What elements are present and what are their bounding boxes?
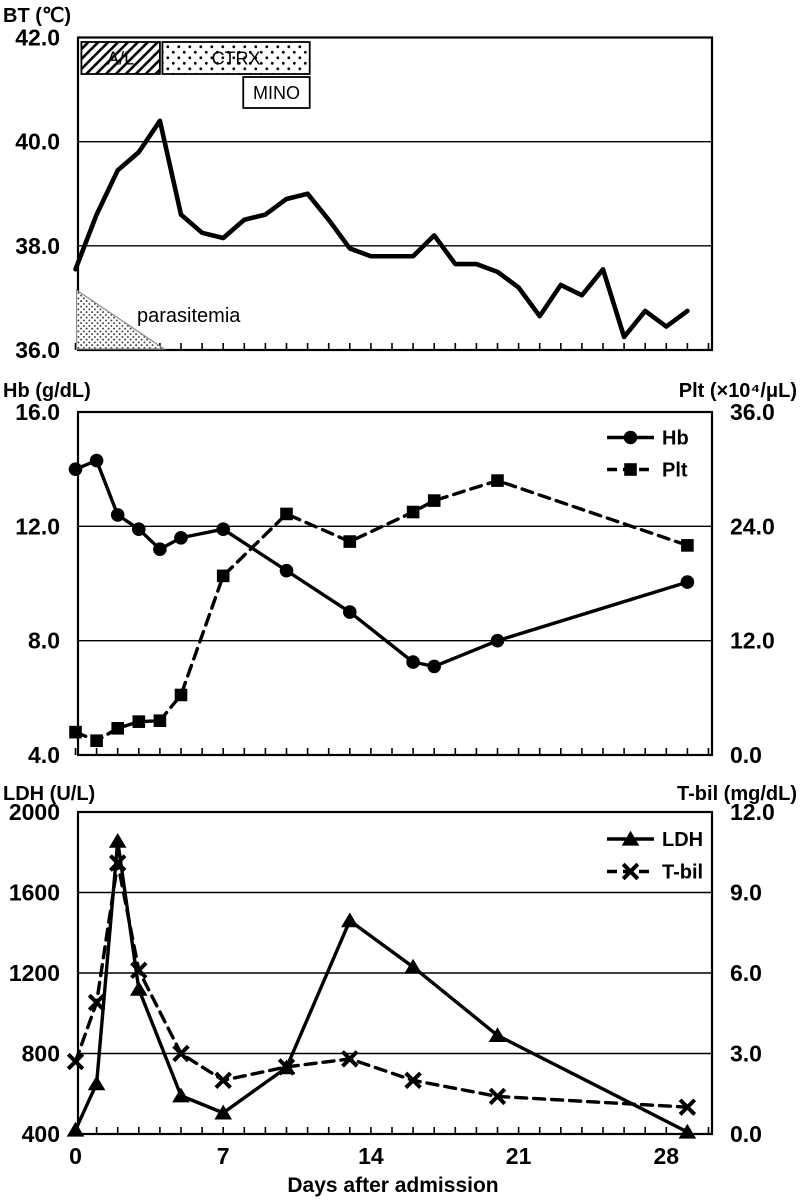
- y-tick-label-right: 9.0: [730, 879, 762, 906]
- plt-marker: [407, 506, 420, 519]
- hb-marker: [111, 508, 125, 522]
- y-tick-label-left: 16.0: [15, 399, 60, 425]
- y-tick-label-left: 4.0: [28, 742, 60, 768]
- plt-marker: [344, 535, 357, 548]
- ldh-marker: [341, 912, 359, 927]
- legend-label-ldh: LDH: [662, 829, 704, 851]
- y-tick-label-right: 0.0: [730, 742, 762, 768]
- ldh-marker: [88, 1075, 106, 1090]
- legend-marker-hb: [624, 431, 638, 445]
- y-tick-label-right: 3.0: [730, 1040, 762, 1067]
- axis-title-left: Hb (g/dL): [3, 380, 91, 402]
- hb-marker: [90, 454, 104, 468]
- y-tick-label-right: 12.0: [730, 627, 775, 654]
- render-root: [3, 5, 797, 1197]
- y-tick-label-left: 800: [21, 1040, 60, 1067]
- ldh-marker: [67, 1122, 85, 1137]
- ldh-marker: [172, 1088, 190, 1103]
- legend-label-t-bil: T-bil: [662, 861, 704, 884]
- hb-marker: [427, 660, 441, 674]
- plt-marker: [133, 715, 146, 728]
- hb-marker: [280, 564, 294, 578]
- y-tick-label-left: 12.0: [15, 513, 60, 540]
- y-tick-label-right: 0.0: [730, 1121, 762, 1147]
- y-tick-label-left: 42.0: [15, 24, 60, 51]
- hb-marker: [343, 605, 357, 619]
- hb-marker: [132, 522, 146, 536]
- axis-title-right: Plt (×10⁴/μL): [678, 380, 797, 402]
- hb-line: [76, 461, 688, 667]
- x-tick-label: 0: [69, 1143, 82, 1169]
- plt-marker: [111, 722, 124, 735]
- parasitemia-label: parasitemia: [137, 305, 241, 327]
- plt-marker: [491, 474, 504, 487]
- plt-marker: [681, 539, 694, 552]
- plt-marker: [154, 714, 167, 727]
- y-tick-label-left: 8.0: [28, 627, 60, 654]
- legend-label-plt: Plt: [662, 459, 688, 482]
- plt-marker: [175, 689, 188, 702]
- hb-marker: [69, 462, 83, 476]
- y-tick-label-right: 24.0: [730, 513, 775, 540]
- hb-marker: [491, 634, 505, 648]
- legend-marker-plt: [624, 463, 637, 476]
- y-tick-label-left: 38.0: [15, 232, 60, 259]
- y-tick-label-left: 40.0: [15, 128, 60, 155]
- x-tick-label: 28: [653, 1143, 680, 1169]
- hb-marker: [216, 522, 230, 536]
- x-tick-label: 21: [505, 1143, 532, 1169]
- ldh-marker: [109, 833, 127, 848]
- ldh-marker: [679, 1124, 697, 1139]
- y-tick-label-left: 400: [21, 1121, 60, 1147]
- tbil-line: [76, 863, 688, 1107]
- y-tick-label-left: 36.0: [15, 337, 60, 363]
- plt-marker: [217, 570, 230, 583]
- hb-marker: [406, 655, 420, 669]
- drug-bar-label: MINO: [252, 83, 300, 103]
- y-tick-label-left: 1600: [8, 879, 60, 906]
- plt-marker: [90, 734, 103, 747]
- axis-title-left: LDH (U/L): [3, 783, 96, 805]
- panel-border: [78, 38, 712, 351]
- drug-bar-label: CTRX: [211, 48, 261, 69]
- legend-label-hb: Hb: [662, 427, 689, 450]
- x-axis-title: Days after admission: [287, 1174, 499, 1197]
- drug-bar-label: A/L: [107, 48, 135, 69]
- axis-title-right: T-bil (mg/dL): [677, 783, 797, 805]
- x-tick-label: 14: [358, 1143, 384, 1169]
- hb-marker: [681, 575, 695, 589]
- hb-marker: [174, 531, 188, 545]
- y-tick-label-left: 1200: [8, 960, 60, 986]
- plt-marker: [428, 494, 441, 507]
- x-tick-label: 7: [216, 1143, 230, 1169]
- axis-title-left: BT (℃): [3, 5, 71, 27]
- y-tick-label-right: 6.0: [730, 960, 762, 986]
- plt-marker: [280, 508, 293, 521]
- y-tick-label-left: 2000: [8, 799, 60, 825]
- plt-marker: [69, 726, 82, 739]
- y-tick-label-right: 12.0: [730, 799, 775, 825]
- y-tick-label-right: 36.0: [730, 399, 775, 425]
- hb-marker: [153, 542, 167, 556]
- ldh-line: [76, 841, 688, 1132]
